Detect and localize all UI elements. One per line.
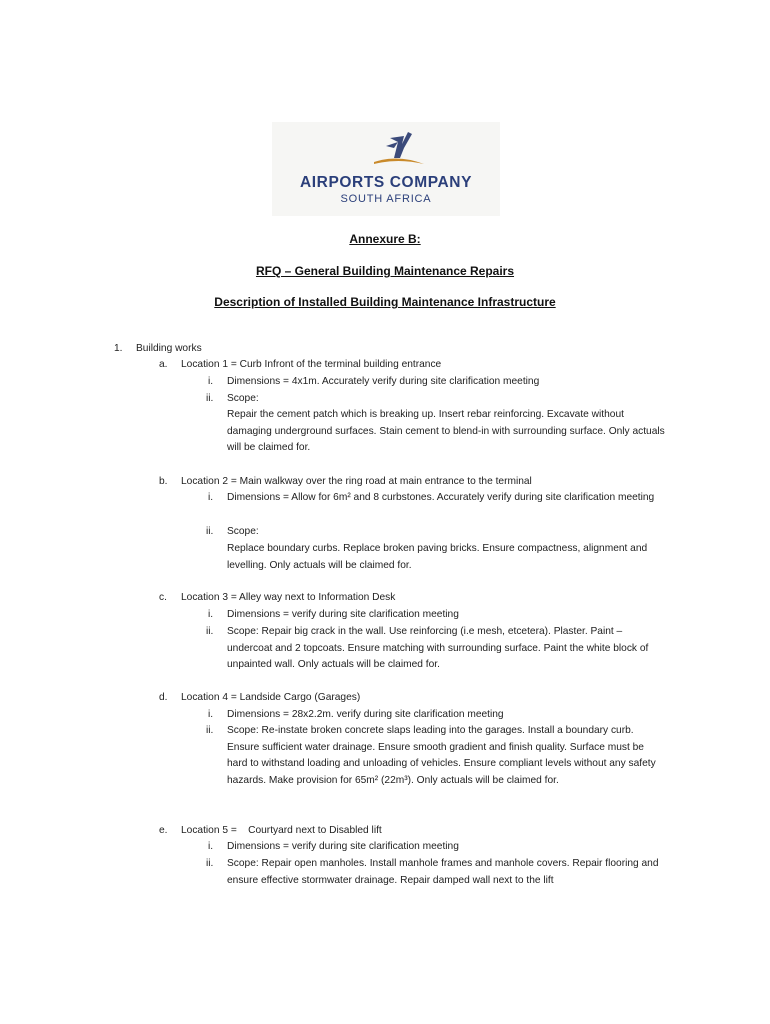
location-heading: Location 5 = Courtyard next to Disabled lift <box>181 825 382 836</box>
dimensions-text: Dimensions = 28x2.2m. verify during site clarification meeting <box>227 709 504 720</box>
sub-item-label: i. <box>208 841 214 852</box>
list-item-label: c. <box>159 592 167 603</box>
sub-item-label: ii. <box>206 858 214 869</box>
sub-item-label: ii. <box>206 626 214 637</box>
scope-text: Scope: Re-instate broken concrete slaps leading into the garages. Install a boundary curb. Ensure sufficient water drainage. Ensure smooth gradient and finish quality. Surface must be hard to withstand loading and unloading of vehicles. Ensure compliant levels without any safety hazards. Make provision for 65m² (22m³). Only actuals will be claimed for. <box>227 725 656 787</box>
sub-item-label: ii. <box>206 725 214 736</box>
airports-company-bird-logo-icon <box>368 128 428 170</box>
list-item-label: b. <box>159 476 168 487</box>
sub-item-label: i. <box>208 609 214 620</box>
scope-text: Replace boundary curbs. Replace broken paving bricks. Ensure compactness, alignment and levelling. Only actuals will be claimed for. <box>227 543 648 571</box>
location-heading: Location 3 = Alley way next to Information Desk <box>181 592 396 603</box>
company-logo <box>272 122 500 216</box>
scope-label: Scope: <box>227 526 259 537</box>
scope-text: Scope: Repair big crack in the wall. Use reinforcing (i.e mesh, etcetera). Plaster. Paint – undercoat and 2 topcoats. Ensure matching with surrounding surface. Paint the white block of unpainted wall. Only actuals will be claimed for. <box>227 626 649 671</box>
scope-label: Scope: <box>227 393 259 404</box>
sub-item-label: ii. <box>206 393 214 404</box>
scope-text: Repair the cement patch which is breaking up. Insert rebar reinforcing. Excavate without damaging underground surfaces. Stain cement to blend-in with surrounding surface. Only actuals will be claimed for. <box>227 409 665 454</box>
section-number: 1. <box>114 343 123 354</box>
list-item-label: d. <box>159 692 168 703</box>
document-title: Annexure B: <box>349 232 421 246</box>
list-item-label: e. <box>159 825 168 836</box>
list-item-label: a. <box>159 359 168 370</box>
dimensions-text: Dimensions = 4x1m. Accurately verify during site clarification meeting <box>227 376 540 387</box>
scope-text: Scope: Repair open manholes. Install manhole frames and manhole covers. Repair flooring and ensure effective stormwater drainage. Repair damped wall next to the lift <box>227 858 659 886</box>
section-title: Building works <box>136 343 202 354</box>
logo-company-country: SOUTH AFRICA <box>340 193 432 205</box>
location-heading: Location 4 = Landside Cargo (Garages) <box>181 692 361 703</box>
dimensions-text: Dimensions = verify during site clarification meeting <box>227 841 459 852</box>
sub-item-label: i. <box>208 492 214 503</box>
description-title: Description of Installed Building Maintenance Infrastructure <box>214 295 556 309</box>
sub-item-label: ii. <box>206 526 214 537</box>
dimensions-text: Dimensions = verify during site clarification meeting <box>227 609 459 620</box>
dimensions-text: Dimensions = Allow for 6m² and 8 curbstones. Accurately verify during site clarification meeting <box>227 492 655 503</box>
logo-company-name: AIRPORTS COMPANY <box>299 174 473 191</box>
location-heading: Location 2 = Main walkway over the ring road at main entrance to the terminal <box>181 476 532 487</box>
sub-item-label: i. <box>208 709 214 720</box>
document-subtitle: RFQ – General Building Maintenance Repairs <box>255 264 515 278</box>
location-heading: Location 1 = Curb Infront of the terminal building entrance <box>181 359 442 370</box>
sub-item-label: i. <box>208 376 214 387</box>
